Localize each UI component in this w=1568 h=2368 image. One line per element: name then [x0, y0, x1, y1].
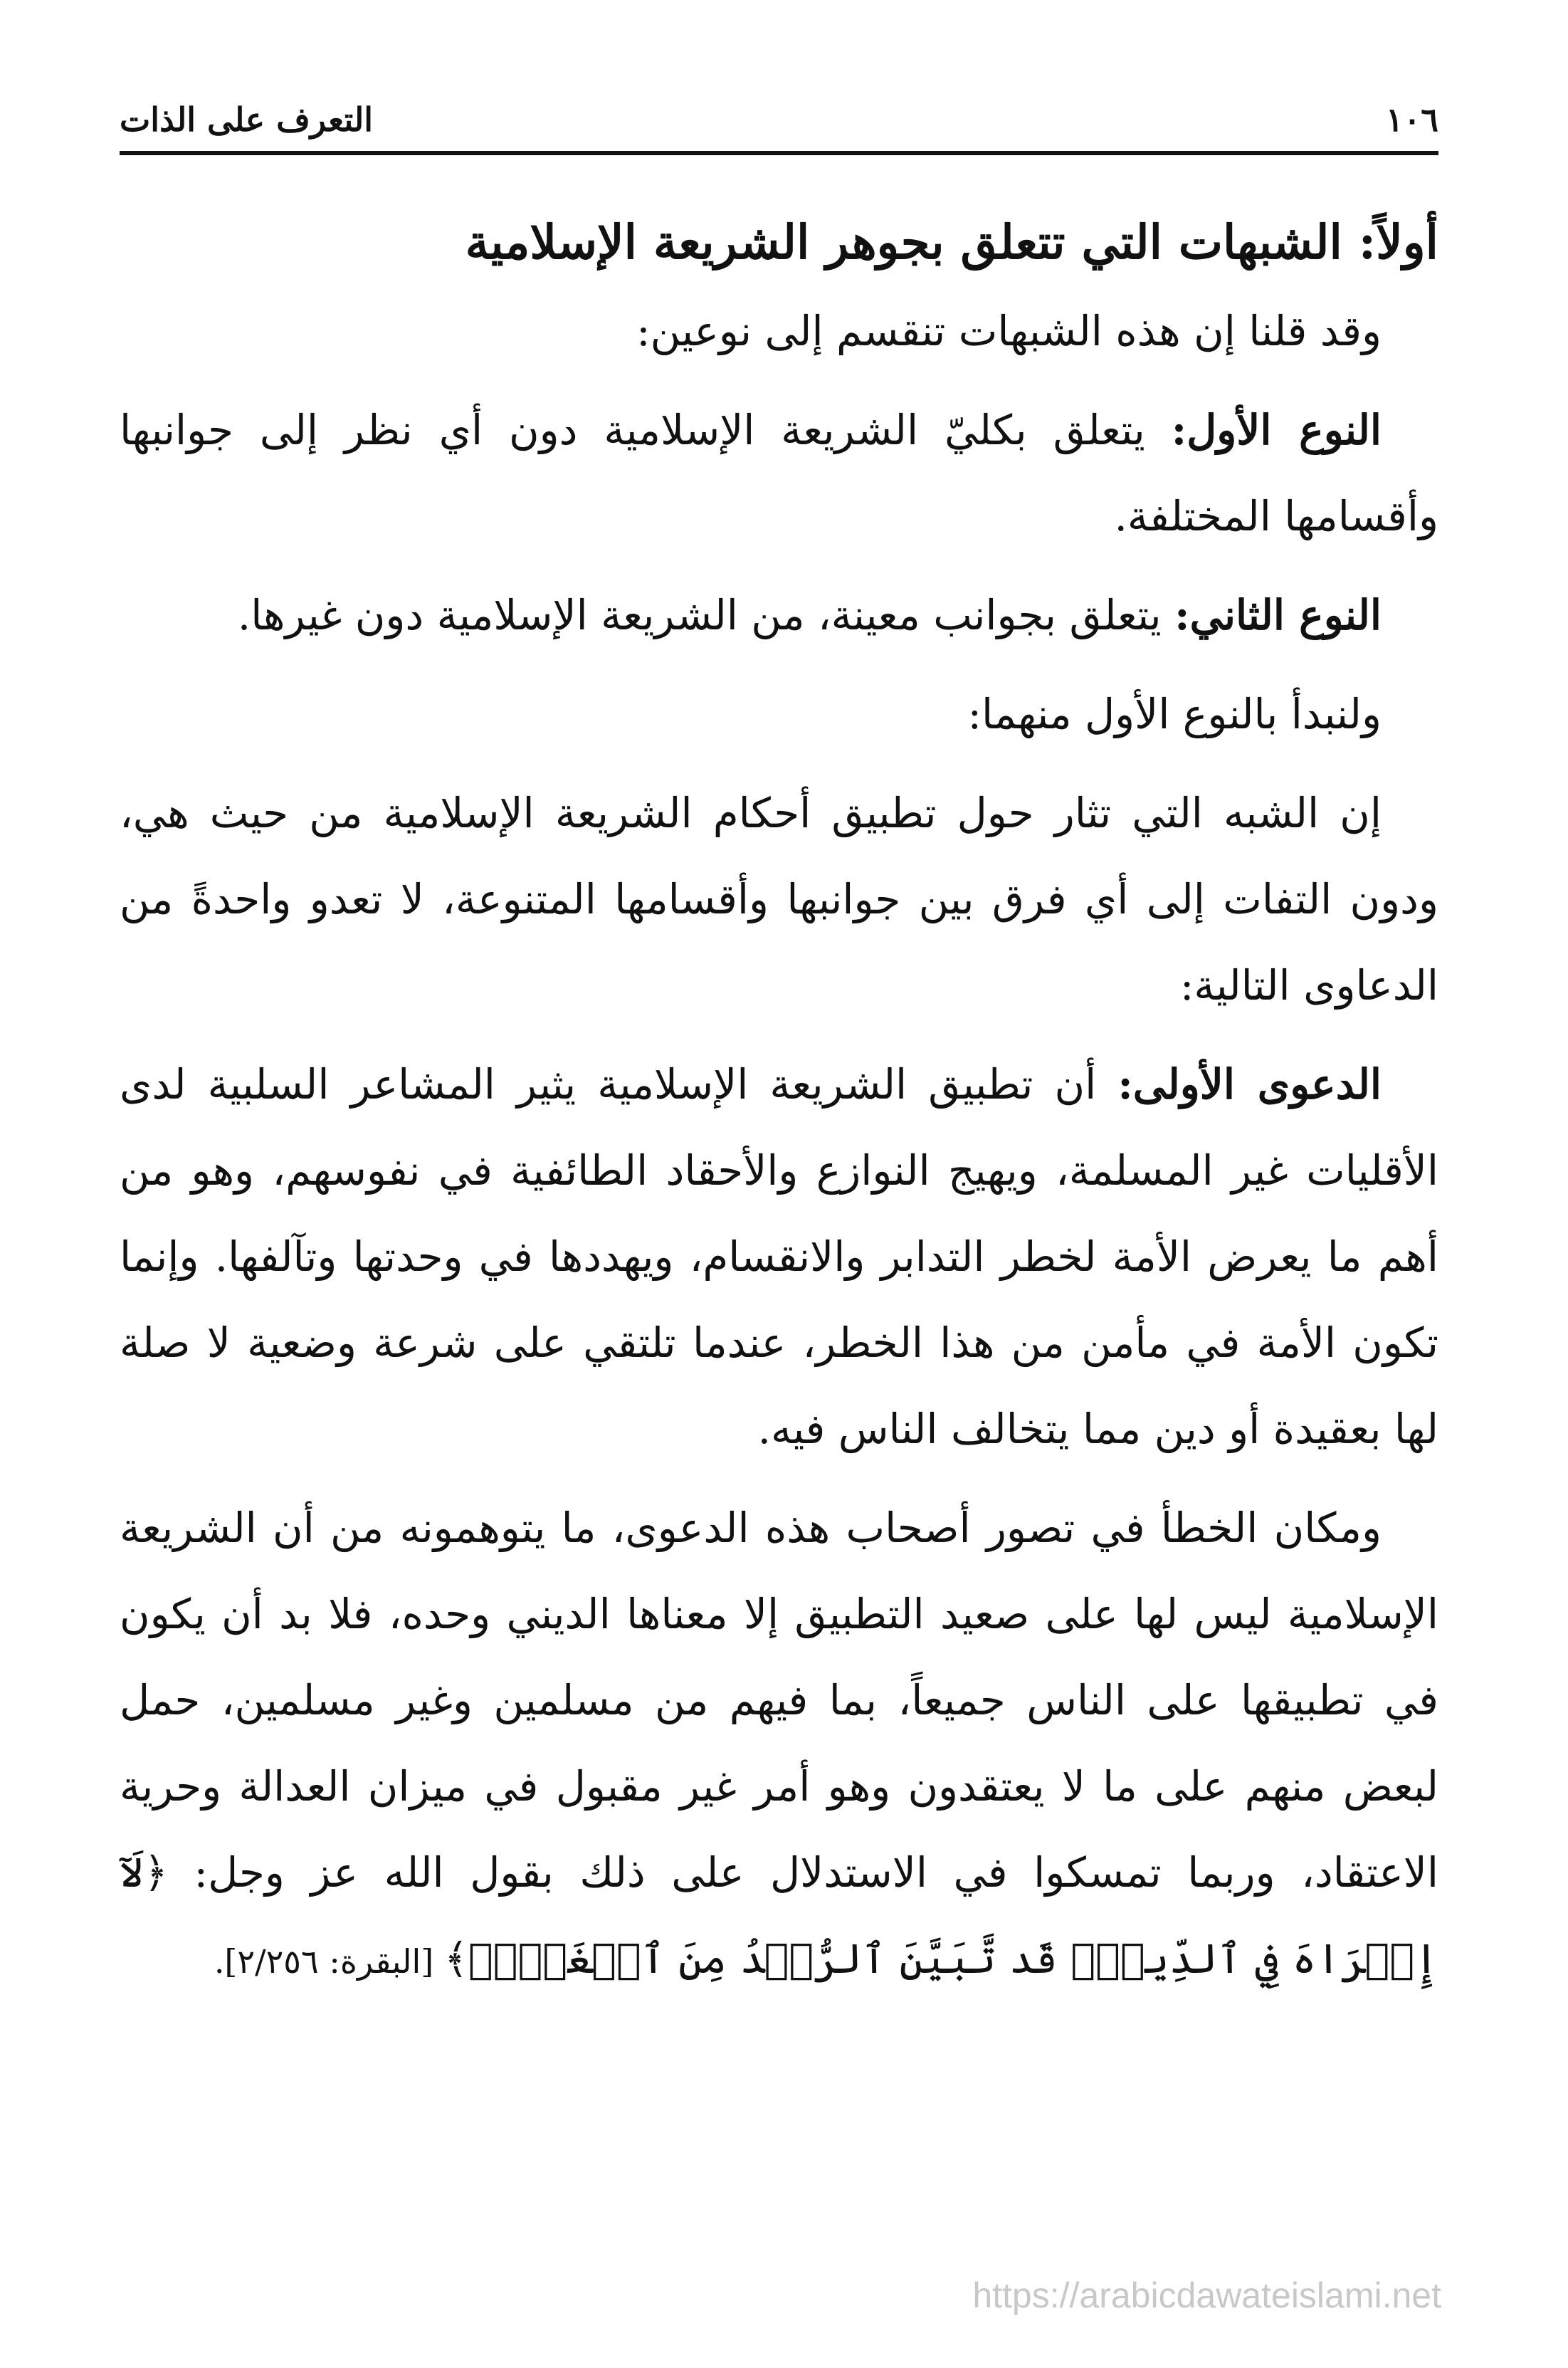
paragraph-text: يتعلق بكليّ الشريعة الإسلامية دون أي نظر إلى جوانبها وأقسامها المختلفة. [120, 406, 1438, 540]
paragraph-text: يتعلق بجوانب معينة، من الشريعة الإسلامية دون غيرها. [237, 591, 1175, 639]
paragraph-intro [120, 288, 1438, 374]
paragraph-text: وقد قلنا إن هذه الشبهات تنقسم إلى نوعين: [636, 307, 1382, 355]
paragraph-lead: النوع الثاني: [1174, 591, 1382, 639]
paragraph-lead: النوع الأول: [1171, 406, 1382, 454]
running-title: التعرف على الذات [120, 100, 374, 139]
paragraph-lead: الدعوى الأولى: [1117, 1060, 1382, 1109]
running-header [120, 91, 1438, 148]
paragraph-type-one [120, 387, 1438, 560]
page-body [120, 203, 1438, 2018]
paragraph-start [120, 671, 1438, 758]
watermark-url: https://arabicdawateislami.net [972, 2275, 1441, 2315]
paragraph-text: إن الشبه التي تثار حول تطبيق أحكام الشريعة الإسلامية من حيث هي، ودون التفات إلى أي فرق بين جوانبها وأقسامها المتنوعة، لا تعدو واحدةً من الدعاوى التالية: [120, 789, 1438, 1010]
page-number: ١٠٦ [1385, 100, 1438, 139]
section-heading: أولاً: الشبهات التي تتعلق بجوهر الشريعة الإسلامية [465, 214, 1438, 270]
paragraph-text: ولنبدأ بالنوع الأول منهما: [967, 690, 1382, 738]
paragraph-error [120, 1485, 1438, 2005]
paragraph-claims-intro [120, 770, 1438, 1029]
verse-reference: [البقرة: ٢/٢٥٦]. [214, 1942, 444, 1981]
paragraph-text: أن تطبيق الشريعة الإسلامية يثير المشاعر السلبية لدى الأقليات غير المسلمة، ويهيج النوازع والأحقاد الطائفية في نفوسهم، وهو من أهم ما يعرض الأمة لخطر التدابر والانقسام، ويهددها في وحدتها وتآلفها. وإنما تكون الأمة في مأمن من هذا الخطر، عندما تلتقي على شرعة وضعية لا صلة لها بعقيدة أو دين مما يتخالف الناس فيه. [120, 1060, 1438, 1453]
quran-verse: ﴿لَآ إِكۡرَاهَ فِي ٱلدِّينِۖ قَد تَّبَيَّنَ ٱلرُّشۡدُ مِنَ ٱلۡغَيِّۚ﴾ [120, 1848, 1438, 1983]
header-rule [120, 151, 1438, 155]
paragraph-text: ومكان الخطأ في تصور أصحاب هذه الدعوى، ما يتوهمونه من أن الشريعة الإسلامية ليس لها على صعيد التطبيق إلا معناها الديني وحده، فلا بد أن يكون في تطبيقها على الناس جميعاً، بما فيهم من مسلمين وغير مسلمين، حمل لبعض منهم على ما لا يعتقدون وهو أمر غير مقبول في ميزان العدالة وحرية الاعتقاد، وربما تمسكوا في الاستدلال على ذلك بقول الله عز وجل: [120, 1504, 1438, 1897]
paragraph-type-two [120, 572, 1438, 659]
paragraph-first-claim [120, 1042, 1438, 1472]
